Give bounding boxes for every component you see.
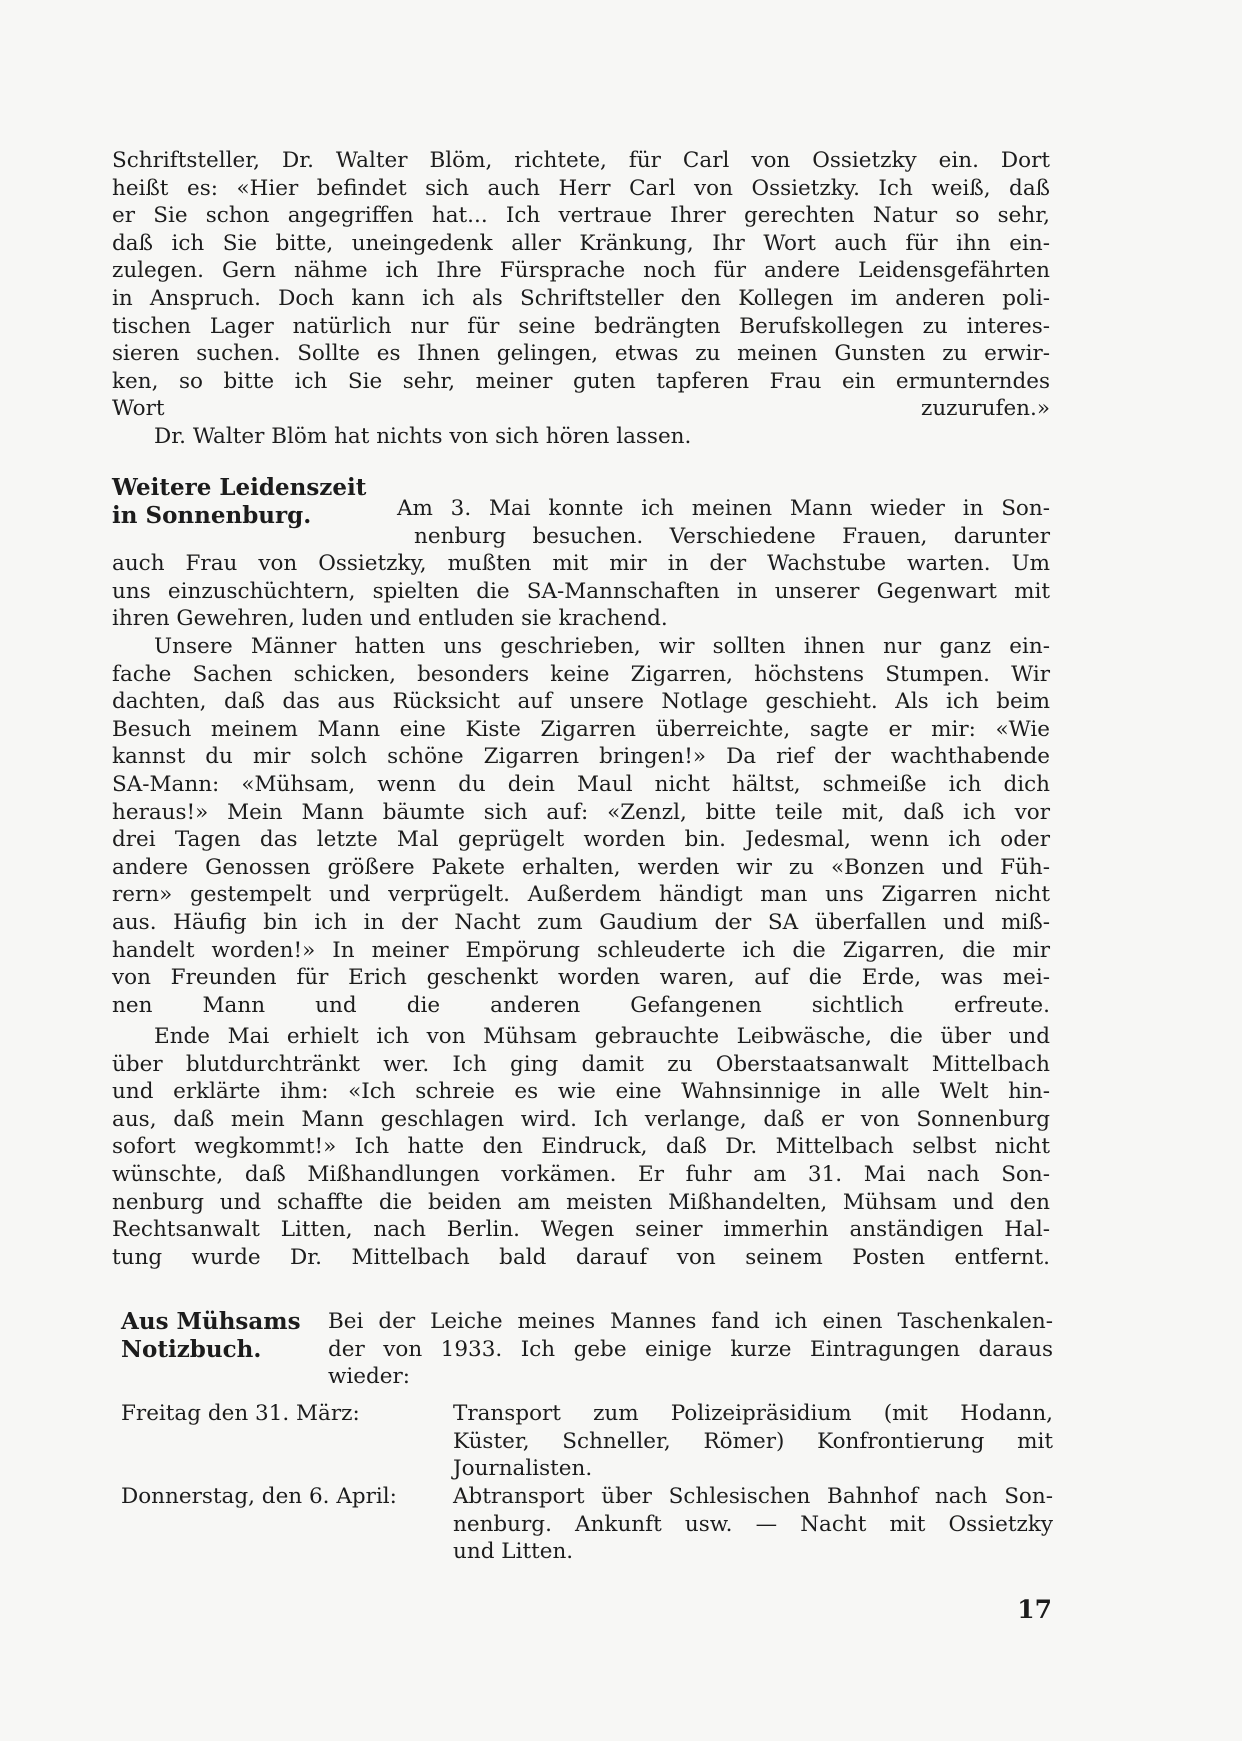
text-line: wünschte, daß Mißhandlungen vorkämen. Er fuhr am 31. Mai nach Son- (112, 1161, 1050, 1187)
heading-line: Notizbuch. (121, 1336, 262, 1363)
text-line: Ende Mai erhielt ich von Mühsam gebrauchte Leibwäsche, die über und (154, 1024, 1050, 1049)
notebook-intro (328, 1308, 1053, 1391)
diary-date: Donnerstag, den 6. April: (121, 1484, 397, 1509)
text-line: wieder: (328, 1364, 411, 1390)
text-line: Unsere Männer hatten uns geschrieben, wir sollten ihnen nur ganz ein- (154, 634, 1050, 659)
text-line: zulegen. Gern nähme ich Ihre Fürsprache noch für andere Leidensgefährten (112, 258, 1050, 284)
page-number: 17 (1017, 1595, 1052, 1624)
text-line: Journalisten. (453, 1456, 593, 1482)
diary-entry (453, 1400, 1053, 1483)
text-line: auch Frau von Ossietzky, mußten mit mir in der Wachstube warten. Um (112, 551, 1050, 577)
text-line: kannst du mir solch schöne Zigarren bringen!» Da rief der wachthabende (112, 744, 1050, 770)
text-line: und erklärte ihm: «Ich schreie es wie eine Wahnsinnige in alle Welt hin- (112, 1079, 1050, 1105)
text-line: über blutdurchtränkt wer. Ich ging damit zu Oberstaatsanwalt Mittelbach (112, 1051, 1050, 1077)
text-line: der von 1933. Ich gebe einige kurze Eintragungen daraus (328, 1336, 1053, 1362)
text-line: heißt es: «Hier befindet sich auch Herr Carl von Ossietzky. Ich weiß, daß (112, 175, 1050, 201)
text-line: aus. Häufig bin ich in der Nacht zum Gaudium der SA überfallen und miß- (112, 909, 1050, 935)
text-line: tung wurde Dr. Mittelbach bald darauf von seinem Posten entfernt. (112, 1244, 1050, 1270)
heading-line: in Sonnenburg. (112, 502, 312, 529)
text-line: fache Sachen schicken, besonders keine Zigarren, höchstens Stumpen. Wir (112, 661, 1050, 687)
paragraph-end-of-may (112, 1023, 1050, 1271)
text-line: Rechtsanwalt Litten, nach Berlin. Wegen seiner immerhin anständigen Hal- (112, 1217, 1050, 1243)
text-line: Transport zum Polizeipräsidium (mit Hodann, (453, 1401, 1053, 1426)
text-line: er Sie schon angegriffen hat... Ich vertraue Ihrer gerechten Natur so sehr, (112, 203, 1050, 229)
text-line: nenburg besuchen. Verschiedene Frauen, darunter (414, 523, 1050, 549)
text-line: handelt worden!» In meiner Empörung schleuderte ich die Zigarren, die mir (112, 937, 1050, 963)
diary-entry (453, 1483, 1053, 1566)
text-line: von Freunden für Erich geschenkt worden waren, auf die Erde, was mei- (112, 965, 1050, 991)
text-line: SA-Mann: «Mühsam, wenn du dein Maul nicht hältst, schmeiße ich dich (112, 771, 1050, 797)
text-line: dachten, daß das aus Rücksicht auf unsere Notlage geschieht. Als ich beim (112, 689, 1050, 715)
text-line: uns einzuschüchtern, spielten die SA-Mannschaften in unserer Gegenwart mit (112, 578, 1050, 604)
text-line: in Anspruch. Doch kann ich als Schriftsteller den Kollegen im anderen poli- (112, 285, 1050, 311)
paragraph-letter (112, 147, 1050, 451)
text-line: sofort wegkommt!» Ich hatte den Eindruck, daß Dr. Mittelbach selbst nicht (112, 1134, 1050, 1160)
text-line: Dr. Walter Blöm hat nichts von sich hören lassen. (154, 423, 692, 449)
text-line: Am 3. Mai konnte ich meinen Mann wieder in Son- (397, 496, 1050, 521)
text-line: andere Genossen größere Pakete erhalten, werden wir zu «Bonzen und Füh- (112, 854, 1050, 880)
text-line: und Litten. (453, 1539, 574, 1565)
text-line: nenburg. Ankunft usw. — Nacht mit Ossietzky (453, 1511, 1053, 1537)
text-line: nenburg und schaffte die beiden am meisten Mißhandelten, Mühsam und den (112, 1189, 1050, 1215)
text-line: Küster, Schneller, Römer) Konfrontierung mit (453, 1428, 1053, 1454)
text-line: ken, so bitte ich Sie sehr, meiner guten tapferen Frau ein ermunterndes (112, 368, 1050, 394)
text-line: Besuch meinem Mann eine Kiste Zigarren überreichte, sagte er mir: «Wie (112, 716, 1050, 742)
paragraph-cigars (112, 633, 1050, 1019)
text-line: nen Mann und die anderen Gefangenen sichtlich erfreute. (112, 992, 1050, 1018)
text-line: Bei der Leiche meines Mannes fand ich einen Taschenkalen- (328, 1309, 1053, 1334)
text-line: Wort zuzurufen.» (112, 396, 1050, 422)
text-line: rern» gestempelt und verprügelt. Außerdem händigt man uns Zigarren nicht (112, 882, 1050, 908)
diary-date: Freitag den 31. März: (121, 1401, 360, 1426)
text-line: sieren suchen. Sollte es Ihnen gelingen, etwas zu meinen Gunsten zu erwir- (112, 341, 1050, 367)
text-line: tischen Lager natürlich nur für seine bedrängten Berufskollegen zu interes- (112, 313, 1050, 339)
heading-line: Weitere Leidenszeit (112, 474, 367, 501)
text-line: heraus!» Mein Mann bäumte sich auf: «Zenzl, bitte teile mit, daß ich vor (112, 799, 1050, 825)
text-line: Schriftsteller, Dr. Walter Blöm, richtete, für Carl von Ossietzky ein. Dort (112, 148, 1050, 173)
text-line: drei Tagen das letzte Mal geprügelt worden bin. Jedesmal, wenn ich oder (112, 827, 1050, 853)
text-line: daß ich Sie bitte, uneingedenk aller Kränkung, Ihr Wort auch für ihn ein- (112, 230, 1050, 256)
section-heading-notizbuch (121, 1308, 301, 1364)
text-line: ihren Gewehren, luden und entluden sie krachend. (112, 606, 668, 632)
text-line: aus, daß mein Mann geschlagen wird. Ich verlange, daß er von Sonnenburg (112, 1106, 1050, 1132)
text-line: Abtransport über Schlesischen Bahnhof nach Son- (453, 1484, 1053, 1509)
heading-line: Aus Mühsams (121, 1308, 301, 1335)
paragraph-visit-intro (112, 495, 1050, 633)
